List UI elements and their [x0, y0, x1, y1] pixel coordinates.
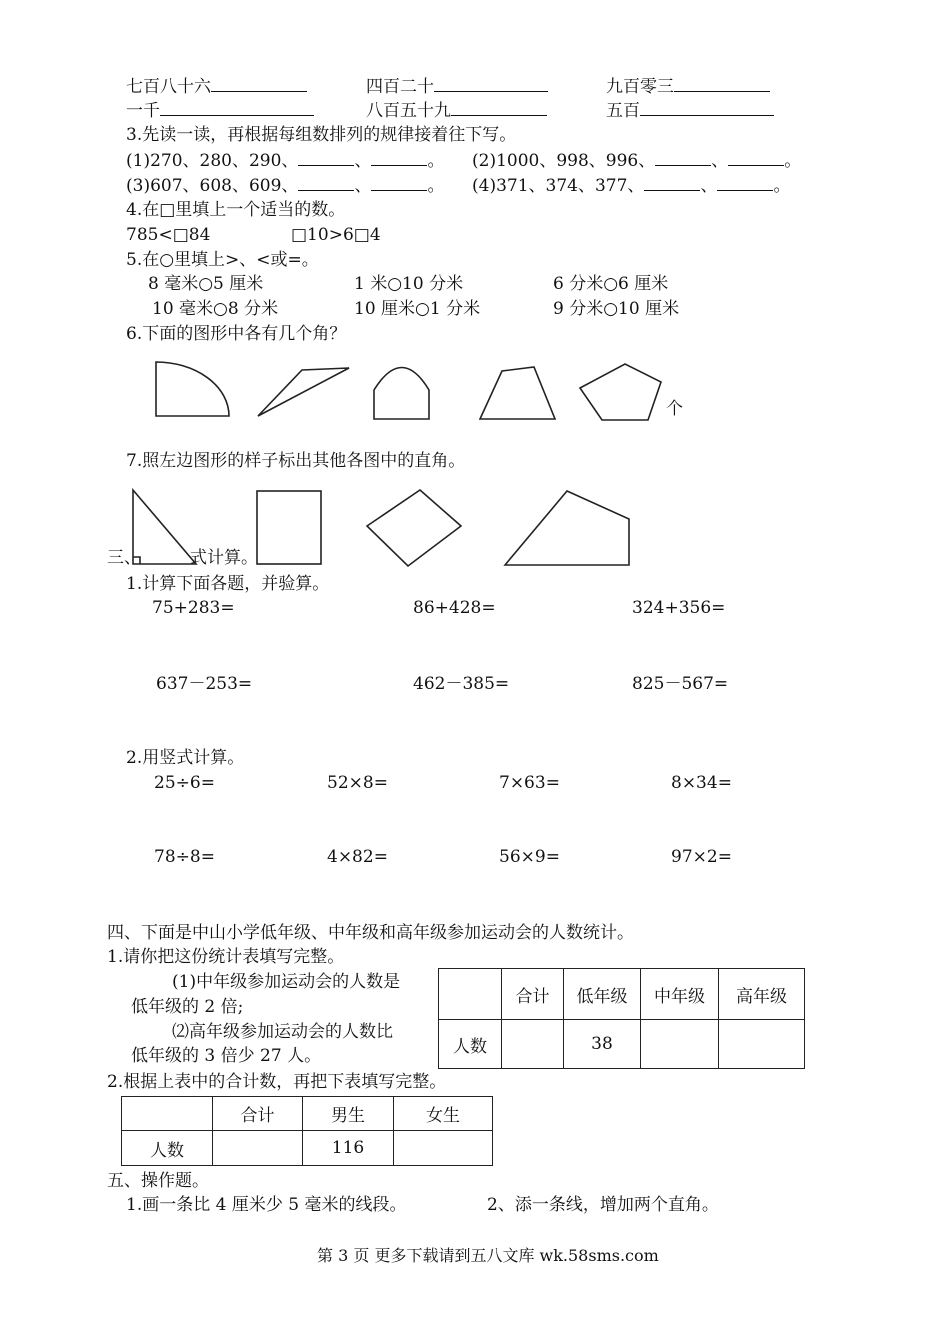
table-cell-input[interactable]: [641, 1020, 719, 1069]
q4-title: 4.在□里填上一个适当的数。: [126, 200, 346, 220]
calc-item: 56×9=: [499, 847, 560, 867]
sec3-q2-title: 2.用竖式计算。: [126, 748, 245, 768]
calc-item: 86+428=: [413, 598, 496, 618]
table-cell: 116: [303, 1131, 394, 1166]
table-header-cell: [122, 1097, 213, 1131]
q5-item: 10 厘米○1 分米: [354, 299, 481, 319]
calc-item: 75+283=: [152, 598, 235, 618]
answer-blank[interactable]: [434, 75, 548, 92]
answer-blank[interactable]: [160, 99, 314, 116]
answer-blank[interactable]: [640, 99, 774, 116]
table-header-cell: 合计: [213, 1097, 303, 1131]
calc-item: 462－385=: [413, 674, 510, 694]
sec5-q2: 2、添一条线，增加两个直角。: [487, 1195, 719, 1215]
sec5-q1: 1.画一条比 4 厘米少 5 毫米的线段。: [126, 1195, 407, 1215]
answer-blank[interactable]: [298, 149, 354, 166]
calc-item: 7×63=: [499, 773, 560, 793]
q3-seq-4: (4)371、374、377、 、 。: [472, 176, 791, 196]
stats-table-grades: [438, 968, 805, 1069]
answer-blank[interactable]: [371, 149, 427, 166]
table-header-cell: 高年级: [719, 969, 805, 1020]
calc-item: 8×34=: [671, 773, 732, 793]
q6-title: 6.下面的图形中各有几个角？: [126, 324, 347, 344]
section-5-title: 五、操作题。: [107, 1171, 209, 1191]
stats-table-gender: [121, 1096, 493, 1166]
q3-seq-2: (2)1000、998、996、 、 。: [472, 151, 802, 171]
pentagon-shape: [580, 364, 661, 420]
table-header-cell: 中年级: [641, 969, 719, 1020]
q5-item: 1 米○10 分米: [354, 274, 464, 294]
answer-blank[interactable]: [371, 174, 427, 191]
number-word-2: 四百二十: [366, 75, 548, 98]
q5-item: 9 分米○10 厘米: [553, 299, 680, 319]
q3-title: 3.先读一读，再根据每组数排列的规律接着往下写。: [126, 125, 517, 145]
table-cell: 人数: [439, 1020, 502, 1069]
answer-blank[interactable]: [717, 174, 773, 191]
condition-2b: 低年级的 3 倍少 27 人。: [131, 1046, 322, 1066]
answer-blank[interactable]: [728, 149, 784, 166]
answer-blank[interactable]: [298, 174, 354, 191]
calc-item: 97×2=: [671, 847, 732, 867]
condition-2a: ⑵高年级参加运动会的人数比: [172, 1022, 393, 1042]
number-word-3: 九百零三: [606, 75, 770, 98]
arch-shape: [374, 368, 429, 420]
right-triangle-example: [133, 490, 196, 564]
number-word-6: 五百: [606, 99, 774, 122]
q5-item: 6 分米○6 厘米: [553, 274, 669, 294]
condition-1b: 低年级的 2 倍;: [131, 997, 244, 1017]
quadrilateral-shape: [505, 491, 629, 565]
q6-unit-label: 个: [666, 399, 683, 419]
answer-blank[interactable]: [674, 75, 770, 92]
table-header-cell: 女生: [394, 1097, 493, 1131]
calc-item: 4×82=: [327, 847, 388, 867]
quarter-circle-shape: [156, 362, 229, 416]
table-header-cell: 男生: [303, 1097, 394, 1131]
rectangle-shape: [257, 491, 321, 564]
sec4-q2-title: 2.根据上表中的合计数，再把下表填写完整。: [107, 1072, 447, 1092]
q3-seq-3: (3)607、608、609、 、 。: [126, 176, 445, 196]
calc-item: 324+356=: [632, 598, 726, 618]
table-cell-input[interactable]: [719, 1020, 805, 1069]
answer-blank[interactable]: [655, 149, 711, 166]
table-cell-input[interactable]: [394, 1131, 493, 1166]
number-word-1: 七百八十六: [126, 75, 307, 98]
answer-blank[interactable]: [644, 174, 700, 191]
condition-1a: (1)中年级参加运动会的人数是: [172, 972, 401, 992]
section-3-title: 式计算。: [190, 548, 258, 568]
calc-item: 52×8=: [327, 773, 388, 793]
section-3-prefix: 三、: [107, 548, 141, 568]
number-word-4: 一千: [126, 99, 314, 122]
section-4-title: 四、下面是中山小学低年级、中年级和高年级参加运动会的人数统计。: [107, 923, 634, 943]
calc-item: 78÷8=: [154, 847, 215, 867]
sec3-q1-title: 1.计算下面各题，并验算。: [126, 574, 330, 594]
square-shape: [367, 490, 461, 566]
q7-title: 7.照左边图形的样子标出其他各图中的直角。: [126, 451, 466, 471]
triangle-shape: [258, 368, 349, 416]
table-cell-input[interactable]: [502, 1020, 564, 1069]
table-cell: 人数: [122, 1131, 213, 1166]
table-cell: 38: [564, 1020, 641, 1069]
q5-item: 10 毫米○8 分米: [152, 299, 279, 319]
answer-blank[interactable]: [451, 99, 547, 116]
table-header-cell: 低年级: [564, 969, 641, 1020]
trapezoid-shape: [480, 367, 555, 419]
q3-seq-1: (1)270、280、290、 、 。: [126, 151, 445, 171]
table-cell-input[interactable]: [213, 1131, 303, 1166]
table-header-cell: [439, 969, 502, 1020]
answer-blank[interactable]: [211, 75, 307, 92]
q5-title: 5.在○里填上>、<或=。: [126, 250, 319, 270]
number-word-5: 八百五十九: [366, 99, 547, 122]
calc-item: 825－567=: [632, 674, 729, 694]
sec4-q1-title: 1.请你把这份统计表填写完整。: [107, 947, 345, 967]
q5-item: 8 毫米○5 厘米: [148, 274, 264, 294]
calc-item: 25÷6=: [154, 773, 215, 793]
table-header-cell: 合计: [502, 969, 564, 1020]
page-footer: 第 3 页 更多下载请到五八文库 wk.58sms.com: [317, 1246, 659, 1265]
q4-item-1: 785<□84: [126, 225, 211, 245]
q4-item-2: □10>6□4: [291, 225, 381, 245]
calc-item: 637－253=: [156, 674, 253, 694]
